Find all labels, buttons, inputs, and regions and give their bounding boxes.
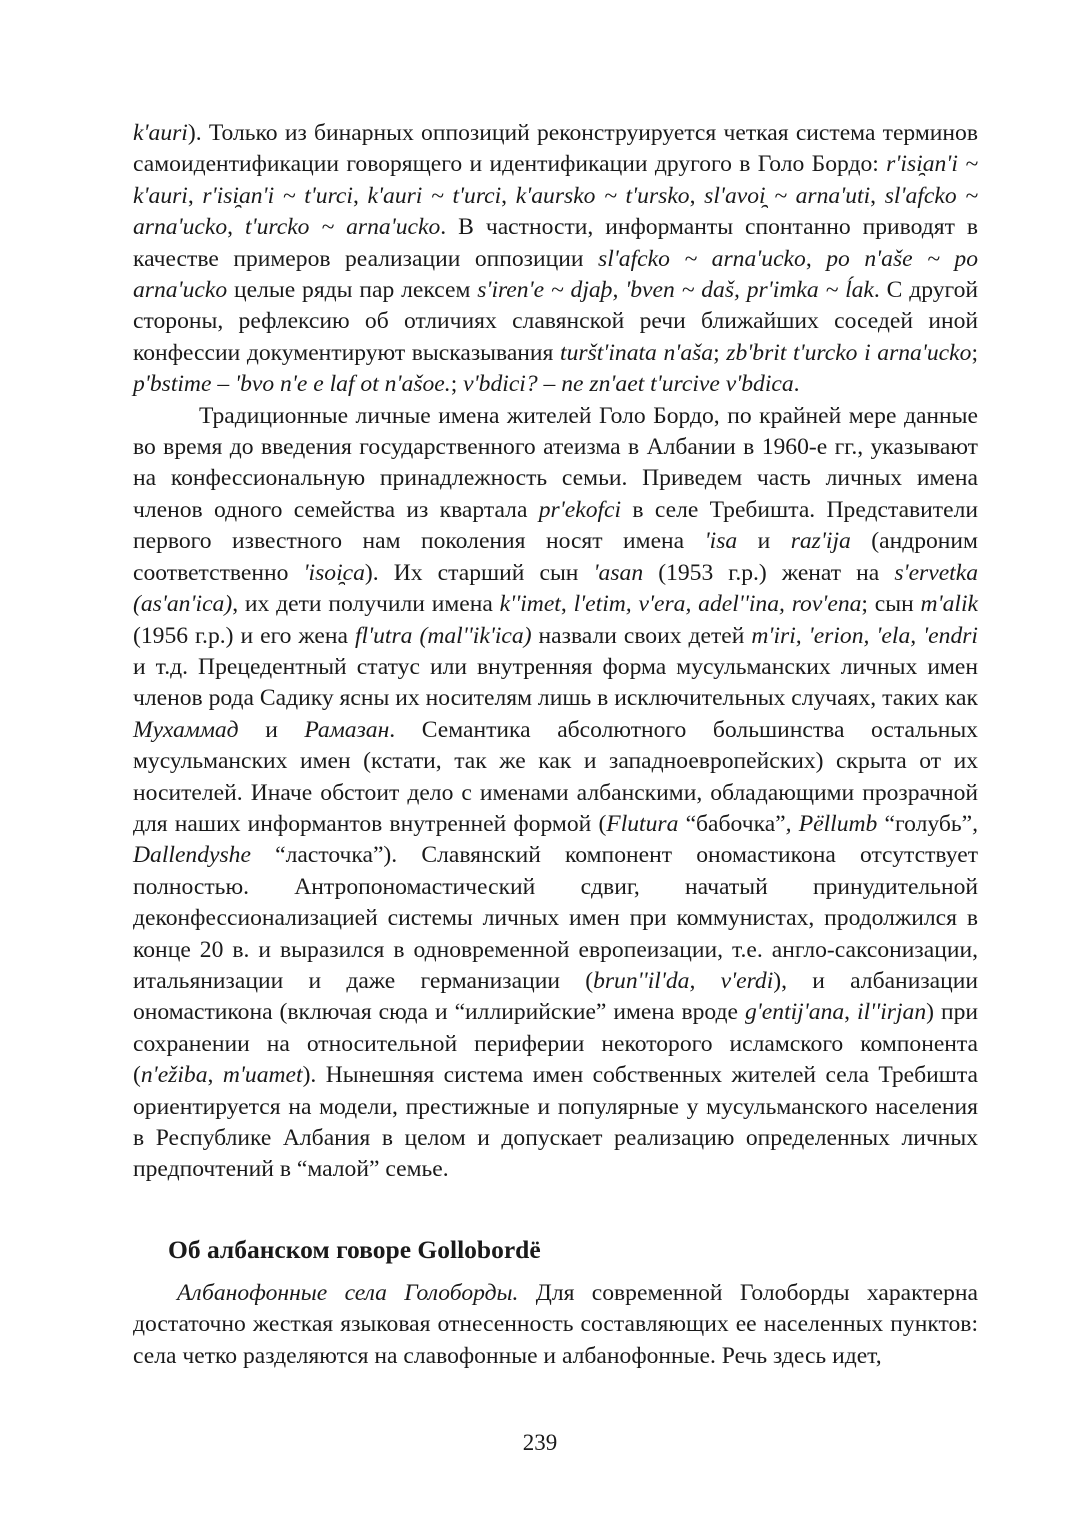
text-span: s'ervetka (as'an'ica) xyxy=(133,559,978,618)
text-span: (1953 г.р.) женат на xyxy=(643,559,895,586)
text-span: Flutura xyxy=(606,810,679,837)
text-span: ). Их старший сын xyxy=(364,559,594,586)
text-span: k'auri ~ t'urci xyxy=(367,182,502,209)
text-span: (1956 г.р.) и его жена xyxy=(133,622,355,649)
section-body xyxy=(133,1278,978,1372)
text-span: m'iri, 'erion, 'ela, 'endri xyxy=(751,622,978,649)
section-paragraph xyxy=(133,1278,978,1372)
text-span: 'isa xyxy=(704,528,738,555)
text-span: k'aursko ~ t'ursko xyxy=(515,182,690,209)
text-span: назвали своих детей xyxy=(531,622,752,649)
text-span: sl'afcko ~ arna'ucko xyxy=(133,182,979,241)
text-span: fl'utra (mal''ik'ica) xyxy=(354,622,532,649)
text-span: . xyxy=(793,371,800,398)
text-span: Рамазан xyxy=(304,716,390,743)
text-span: brun''il'da, v'erdi xyxy=(593,967,774,994)
text-span: (андроним соответственно xyxy=(133,528,978,586)
text-span: и т.д. Прецедентный статус или внутренняя форма мусульманских личных имен членов рода Садику ясны их носителям лишь в исключительных случаях, таких как xyxy=(133,653,978,712)
text-span: pr'ekofci xyxy=(538,496,622,523)
text-span: ; xyxy=(713,339,727,366)
text-span: ), и албанизации ономастикона (включая сюда и “иллирийские” имена вроде xyxy=(133,967,978,1026)
text-span: 'isoi̯ca xyxy=(303,559,365,586)
text-span: , xyxy=(689,182,705,209)
text-span: , Dallendyshe xyxy=(133,810,978,869)
text-span: , xyxy=(352,182,368,209)
text-span: , xyxy=(870,182,885,209)
text-span: ; xyxy=(971,339,978,366)
text-span: , xyxy=(207,1062,223,1089)
text-span: m'alik xyxy=(920,591,978,618)
text-span: Для современной Голоборды характерна достаточно жесткая языковая отнесенность составляющих ее населенных пунктов: села четко разделяются на славофонные и албанофонные. Речь здесь идет, xyxy=(133,1280,978,1369)
text-span: Традиционные личные имена жителей Голо Бордо, по крайней мере данные во время до введения государственного атеизма в Албании в 1960-е гг., указывают на конфессиональную принадлежность семьи. Приведем часть личных имена членов одного семейства из квартала xyxy=(133,402,978,523)
text-span: raz'ija xyxy=(790,528,851,555)
text-span: t'urcko ~ arna'ucko xyxy=(245,214,441,241)
section-heading: Об албанском говоре Gollobordë xyxy=(168,1235,541,1264)
text-span: ; xyxy=(450,371,464,398)
text-span: , xyxy=(501,182,516,209)
text-span: “бабочка” xyxy=(678,810,786,837)
text-span: . В частности, информанты спонтанно приводят в качестве примеров реализации оппозиции xyxy=(133,214,978,272)
text-span: l'etim, v'era, adel''ina, rov'ena xyxy=(573,591,862,618)
text-span: s'iren'e ~ djaþ, 'bven ~ daš, pr'imka ~ ĺak xyxy=(477,277,874,304)
text-span: ). Нынешняя система имен собственных жителей села Требишта ориентируется на модели, престижные и популярные у мусульманского населения в Республике Албания в целом и допускает реализацию определенных личных предпочтений в “малой” семье. xyxy=(133,1062,978,1183)
text-span: в селе Требишта. Представители первого известного нам поколения носят имена xyxy=(133,496,978,555)
text-span: , Pëllumb xyxy=(785,810,878,837)
text-span: p'bstime – 'bvo n'e e laf ot n'ašoe. xyxy=(133,371,451,398)
text-span: ; сын xyxy=(861,591,921,618)
text-span: k''imet xyxy=(499,591,561,618)
text-span: r'isi̯an'i ~ t'urci xyxy=(202,182,353,209)
text-span: ). Только из бинарных оппозиций реконструируется четкая система терминов самоидентификации говорящего и идентификации другого в Голо Бордо: xyxy=(133,120,978,178)
text-span: po n'aše ~ po arna'ucko xyxy=(133,245,978,304)
text-span: n'ežiba xyxy=(140,1062,208,1089)
text-span: Албанофонные села Голоборды. xyxy=(177,1280,519,1306)
text-span: , xyxy=(227,214,246,241)
text-span: и xyxy=(238,716,305,743)
text-span: il''irjan xyxy=(857,999,927,1026)
text-span: r'isi̯an'i ~ k'auri xyxy=(133,151,978,209)
text-span: , их дети получили имена xyxy=(232,591,500,618)
text-span: . С другой стороны, рефлексию об отличиях славянской речи ближайших соседей иной конфессии документируют высказывания xyxy=(133,277,978,366)
text-span: sl'avoi̯ ~ arna'uti xyxy=(704,182,871,209)
text-span: , xyxy=(560,591,574,618)
text-span: k'auri xyxy=(133,120,188,146)
text-span: g'entij'ana xyxy=(744,999,845,1026)
text-span: , xyxy=(187,182,203,209)
text-span: “голубь” xyxy=(877,810,973,837)
page-number: 239 xyxy=(522,1430,558,1455)
text-span: и xyxy=(737,528,791,555)
text-span: sl'afcko ~ arna'ucko xyxy=(598,245,806,272)
text-span: 'asan xyxy=(593,559,644,586)
text-span: Мухаммад xyxy=(133,716,239,743)
text-span: turšt'inata n'aša xyxy=(560,339,714,366)
text-span: ) при сохранении на относительной периферии некоторого исламского компонента ( xyxy=(133,999,978,1089)
text-span: . Семантика абсолютного большинства остальных мусульманских имен (кстати, так же как и западноевропейских) скрыта от их носителей. Иначе обстоит дело с именами албанскими, обладающими прозрачной для наших информантов внутренней формой ( xyxy=(133,716,978,837)
text-span: zb'brit t'urcko i arna'ucko xyxy=(726,339,972,366)
paragraph-1 xyxy=(133,118,978,401)
text-span: , xyxy=(844,999,858,1026)
paragraph-2 xyxy=(133,401,978,1186)
main-text xyxy=(133,118,978,1186)
text-span: , xyxy=(805,245,827,272)
text-span: “ласточка”). Славянский компонент ономастикона отсутствует полностью. Антропономастический сдвиг, начатый принудительной деконфессионализацией системы личных имен при коммунистах, продолжился в конце 20 в. и выразился в одновременной европеизации, т.е. англо-саксонизации, итальянизации и даже германизации ( xyxy=(133,842,978,994)
text-span: m'uamet xyxy=(222,1062,303,1089)
text-span: целые ряды пар лексем xyxy=(227,277,478,304)
text-span: v'bdici? – ne zn'aet t'urcive v'bdica xyxy=(463,371,794,398)
